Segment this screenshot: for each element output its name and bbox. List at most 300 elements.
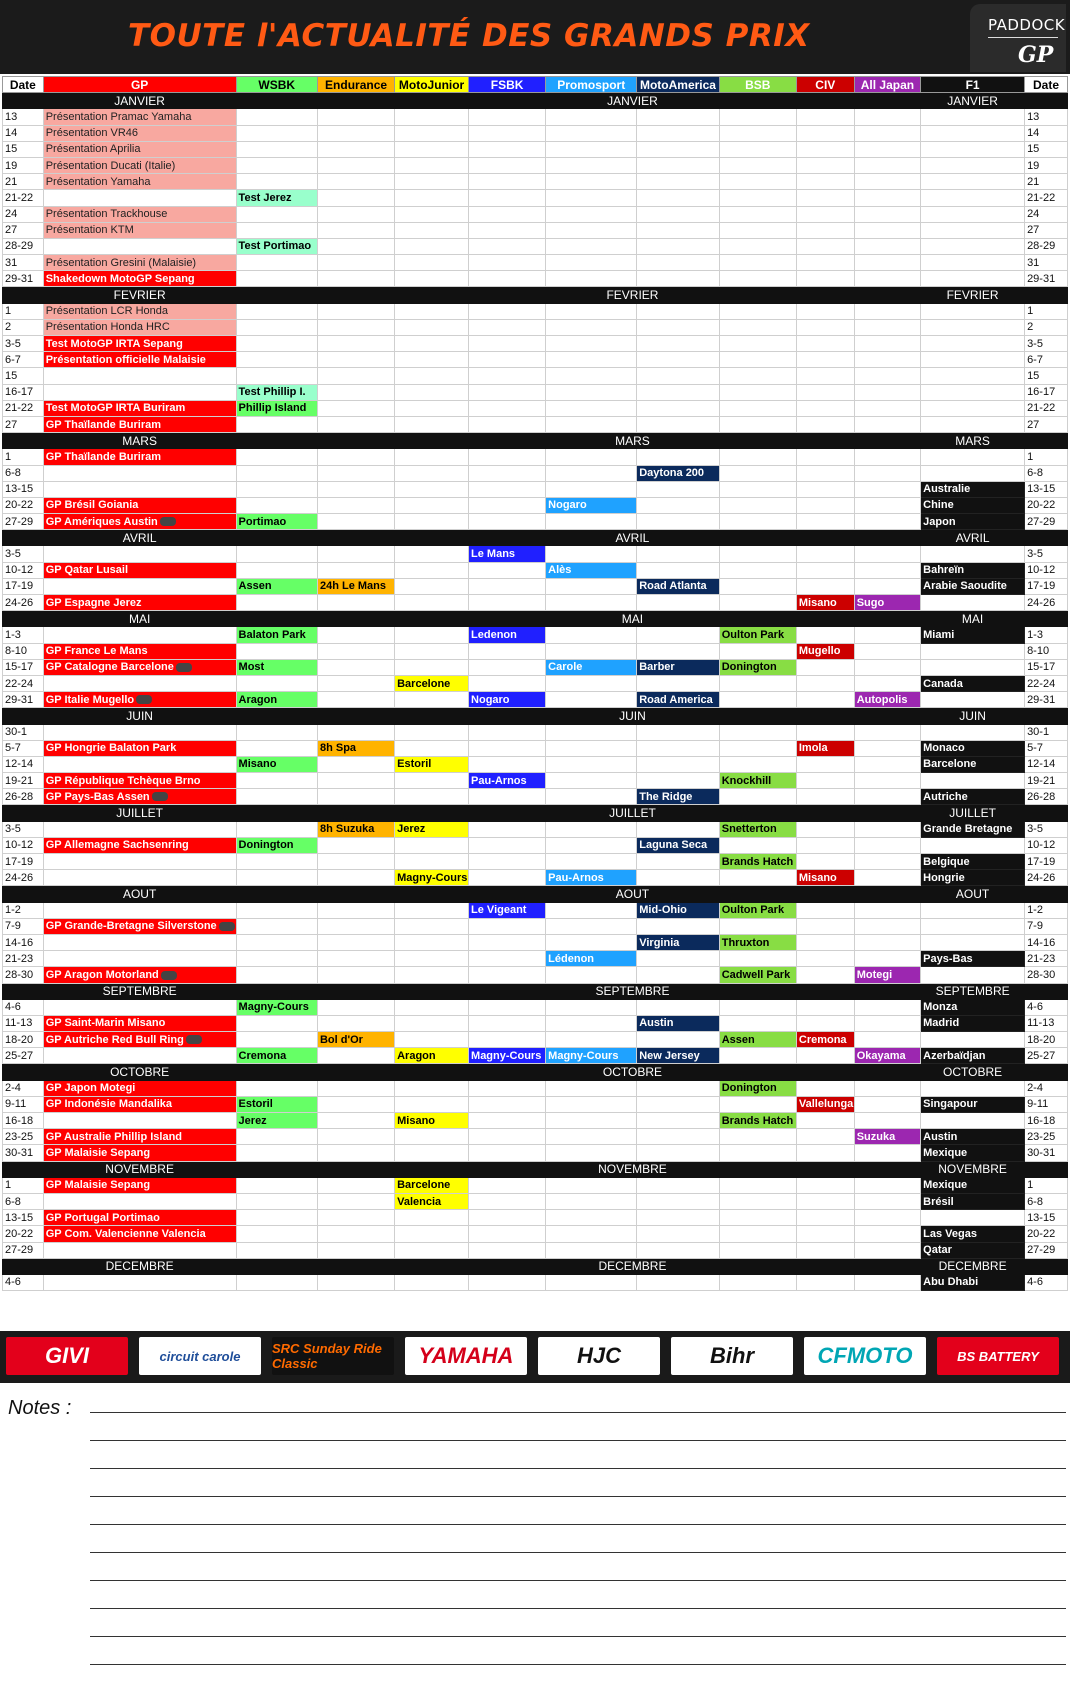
month-label: FEVRIER bbox=[546, 287, 720, 303]
promo-event-cell bbox=[546, 1274, 637, 1290]
fsbk-event-cell bbox=[469, 643, 546, 659]
month-spacer bbox=[236, 611, 546, 627]
aj-event-cell bbox=[854, 724, 920, 740]
f1-event-cell bbox=[921, 222, 1025, 238]
table-row bbox=[3, 416, 1068, 432]
ma-event-cell bbox=[637, 773, 720, 789]
date-cell: 2-4 bbox=[3, 1080, 44, 1096]
date-cell: 27 bbox=[3, 222, 44, 238]
month-spacer bbox=[1025, 805, 1068, 821]
month-spacer bbox=[719, 93, 920, 109]
month-label: JUIN bbox=[921, 708, 1025, 724]
mj-event-cell bbox=[395, 271, 469, 287]
end-event-cell bbox=[317, 918, 394, 934]
civ-event-cell bbox=[796, 497, 854, 513]
aj-event-cell bbox=[854, 1177, 920, 1193]
table-row bbox=[3, 481, 1068, 497]
gp-event-label: Test MotoGP IRTA Buriram bbox=[45, 402, 186, 415]
promo-event-cell bbox=[546, 627, 637, 643]
aj-event-cell bbox=[854, 497, 920, 513]
ma-event-cell bbox=[637, 319, 720, 335]
end-event-label: Bol d'Or bbox=[319, 1033, 363, 1046]
month-spacer bbox=[3, 708, 44, 724]
table-row bbox=[3, 271, 1068, 287]
end-event-cell bbox=[317, 319, 394, 335]
table-row bbox=[3, 174, 1068, 190]
gp-event-cell bbox=[43, 514, 236, 530]
ma-event-label: The Ridge bbox=[639, 790, 693, 803]
date-cell-right: 27-29 bbox=[1025, 514, 1068, 530]
promo-event-label: Pau-Arnos bbox=[548, 871, 604, 884]
wsbk-event-cell bbox=[236, 303, 317, 319]
ma-event-cell bbox=[637, 1113, 720, 1129]
bsb-event-cell bbox=[719, 271, 796, 287]
promo-event-label: Nogaro bbox=[548, 499, 587, 512]
table-row bbox=[3, 659, 1068, 675]
end-event-cell bbox=[317, 934, 394, 950]
wsbk-event-cell bbox=[236, 902, 317, 918]
date-cell: 6-8 bbox=[3, 1193, 44, 1209]
fsbk-event-cell bbox=[469, 692, 546, 708]
civ-event-cell bbox=[796, 1274, 854, 1290]
mj-event-cell bbox=[395, 336, 469, 352]
aj-event-label: Suzuka bbox=[856, 1130, 896, 1143]
month-label: JUILLET bbox=[546, 805, 720, 821]
bsb-event-cell bbox=[719, 1113, 796, 1129]
aj-event-cell bbox=[854, 481, 920, 497]
end-event-cell bbox=[317, 368, 394, 384]
month-spacer bbox=[1025, 886, 1068, 902]
fsbk-event-cell bbox=[469, 659, 546, 675]
ma-event-label: Daytona 200 bbox=[639, 467, 705, 480]
mj-event-cell bbox=[395, 951, 469, 967]
wsbk-event-cell bbox=[236, 238, 317, 254]
aj-event-cell bbox=[854, 1242, 920, 1258]
aj-event-cell bbox=[854, 595, 920, 611]
wsbk-event-cell bbox=[236, 918, 317, 934]
f1-event-cell bbox=[921, 659, 1025, 675]
f1-event-cell bbox=[921, 190, 1025, 206]
ma-event-cell bbox=[637, 740, 720, 756]
fsbk-event-cell bbox=[469, 1080, 546, 1096]
f1-event-cell: Miami bbox=[921, 627, 1025, 643]
promo-event-label: Magny-Cours bbox=[548, 1049, 619, 1062]
mj-event-cell bbox=[395, 1242, 469, 1258]
bsb-event-cell bbox=[719, 934, 796, 950]
fsbk-event-cell bbox=[469, 837, 546, 853]
aj-event-cell bbox=[854, 1113, 920, 1129]
ma-event-cell bbox=[637, 902, 720, 918]
ma-event-cell bbox=[637, 1048, 720, 1064]
date-cell: 17-19 bbox=[3, 854, 44, 870]
bsb-event-cell bbox=[719, 999, 796, 1015]
date-cell: 22-24 bbox=[3, 675, 44, 691]
date-cell-right: 15 bbox=[1025, 368, 1068, 384]
f1-event-cell bbox=[921, 1080, 1025, 1096]
table-row bbox=[3, 206, 1068, 222]
gp-event-cell bbox=[43, 1193, 236, 1209]
table-row bbox=[3, 157, 1068, 173]
promo-event-cell bbox=[546, 1129, 637, 1145]
wsbk-event-cell bbox=[236, 951, 317, 967]
aj-event-label: Motegi bbox=[856, 968, 893, 981]
end-event-cell bbox=[317, 1129, 394, 1145]
bsb-event-cell bbox=[719, 918, 796, 934]
date-cell-right: 12-14 bbox=[1025, 756, 1068, 772]
wsbk-event-cell bbox=[236, 1048, 317, 1064]
promo-event-cell bbox=[546, 514, 637, 530]
bsb-event-cell bbox=[719, 773, 796, 789]
bsb-event-cell bbox=[719, 870, 796, 886]
ma-event-cell bbox=[637, 1177, 720, 1193]
civ-event-cell bbox=[796, 627, 854, 643]
month-label: JUIN bbox=[546, 708, 720, 724]
fsbk-event-cell bbox=[469, 773, 546, 789]
date-cell-right: 15 bbox=[1025, 141, 1068, 157]
bsb-event-cell bbox=[719, 1048, 796, 1064]
month-label: AVRIL bbox=[921, 530, 1025, 546]
gp-event-cell bbox=[43, 870, 236, 886]
aj-event-cell bbox=[854, 1226, 920, 1242]
f1-event-cell: Arabie Saoudite bbox=[921, 578, 1025, 594]
table-row bbox=[3, 854, 1068, 870]
aj-event-cell bbox=[854, 336, 920, 352]
date-cell: 16-17 bbox=[3, 384, 44, 400]
month-spacer bbox=[1025, 708, 1068, 724]
aj-event-cell bbox=[854, 951, 920, 967]
promo-event-cell bbox=[546, 449, 637, 465]
bsb-event-cell bbox=[719, 659, 796, 675]
date-cell-right: 15-17 bbox=[1025, 659, 1068, 675]
date-cell: 3-5 bbox=[3, 336, 44, 352]
month-spacer bbox=[236, 1161, 546, 1177]
date-cell-right: 28-29 bbox=[1025, 238, 1068, 254]
gp-event-cell bbox=[43, 756, 236, 772]
promo-event-cell bbox=[546, 740, 637, 756]
date-cell-right: 28-30 bbox=[1025, 967, 1068, 983]
civ-event-cell bbox=[796, 1015, 854, 1031]
bsb-event-cell bbox=[719, 854, 796, 870]
civ-event-cell bbox=[796, 578, 854, 594]
aj-event-label: Okayama bbox=[856, 1049, 906, 1062]
table-row bbox=[3, 724, 1068, 740]
ma-event-cell bbox=[637, 384, 720, 400]
mj-event-cell bbox=[395, 918, 469, 934]
date-cell-right: 10-12 bbox=[1025, 837, 1068, 853]
aj-event-cell bbox=[854, 1048, 920, 1064]
promo-event-cell bbox=[546, 1193, 637, 1209]
month-label: OCTOBRE bbox=[546, 1064, 720, 1080]
aj-event-cell bbox=[854, 999, 920, 1015]
wsbk-event-cell bbox=[236, 789, 317, 805]
table-row bbox=[3, 546, 1068, 562]
column-header-date: Date bbox=[1025, 77, 1068, 93]
gp-event-cell bbox=[43, 692, 236, 708]
ma-event-label: Virginia bbox=[639, 936, 680, 949]
wsbk-event-cell bbox=[236, 821, 317, 837]
date-cell-right: 20-22 bbox=[1025, 1226, 1068, 1242]
fsbk-event-cell bbox=[469, 222, 546, 238]
wsbk-event-cell bbox=[236, 1274, 317, 1290]
table-row bbox=[3, 789, 1068, 805]
table-row bbox=[3, 1274, 1068, 1290]
civ-event-cell bbox=[796, 271, 854, 287]
aj-event-cell bbox=[854, 643, 920, 659]
mj-event-cell bbox=[395, 821, 469, 837]
month-label: SEPTEMBRE bbox=[546, 983, 720, 999]
date-cell-right: 29-31 bbox=[1025, 271, 1068, 287]
aj-event-cell bbox=[854, 837, 920, 853]
bsb-event-label: Knockhill bbox=[721, 774, 772, 787]
f1-event-cell bbox=[921, 157, 1025, 173]
fsbk-event-cell bbox=[469, 546, 546, 562]
end-event-cell bbox=[317, 400, 394, 416]
bsb-event-cell bbox=[719, 724, 796, 740]
date-cell: 27 bbox=[3, 416, 44, 432]
civ-event-cell bbox=[796, 190, 854, 206]
civ-event-cell bbox=[796, 174, 854, 190]
table-row bbox=[3, 1096, 1068, 1112]
ma-event-cell bbox=[637, 578, 720, 594]
mj-event-cell bbox=[395, 675, 469, 691]
month-spacer bbox=[1025, 983, 1068, 999]
month-spacer bbox=[1025, 1064, 1068, 1080]
civ-event-cell bbox=[796, 465, 854, 481]
civ-event-cell bbox=[796, 1177, 854, 1193]
wsbk-event-cell bbox=[236, 1113, 317, 1129]
date-cell: 4-6 bbox=[3, 1274, 44, 1290]
date-cell-right: 22-24 bbox=[1025, 675, 1068, 691]
wsbk-event-cell bbox=[236, 773, 317, 789]
ma-event-cell bbox=[637, 1096, 720, 1112]
bsb-event-cell bbox=[719, 222, 796, 238]
aj-event-cell bbox=[854, 319, 920, 335]
fsbk-event-label: Magny-Cours bbox=[471, 1049, 542, 1062]
aj-event-cell bbox=[854, 125, 920, 141]
wsbk-event-label: Portimao bbox=[238, 515, 287, 528]
date-cell-right: 16-18 bbox=[1025, 1113, 1068, 1129]
date-cell: 30-1 bbox=[3, 724, 44, 740]
table-row bbox=[3, 255, 1068, 271]
sponsor-logo-circuit-carole: circuit carole bbox=[139, 1337, 261, 1375]
aj-event-cell bbox=[854, 773, 920, 789]
f1-event-cell bbox=[921, 595, 1025, 611]
gp-event-label: GP Italie Mugello bbox=[45, 693, 135, 706]
aj-event-cell bbox=[854, 255, 920, 271]
month-label: MARS bbox=[546, 433, 720, 449]
ma-event-cell bbox=[637, 271, 720, 287]
gp-event-cell bbox=[43, 1032, 236, 1048]
ma-event-label: Barber bbox=[639, 661, 675, 674]
f1-event-cell bbox=[921, 692, 1025, 708]
bsb-event-cell bbox=[719, 141, 796, 157]
bsb-event-cell bbox=[719, 675, 796, 691]
month-spacer bbox=[719, 611, 920, 627]
fsbk-event-cell bbox=[469, 1113, 546, 1129]
gp-event-cell bbox=[43, 821, 236, 837]
aj-event-cell bbox=[854, 1193, 920, 1209]
end-event-cell bbox=[317, 465, 394, 481]
aj-event-cell bbox=[854, 206, 920, 222]
table-row bbox=[3, 1226, 1068, 1242]
promo-event-cell bbox=[546, 902, 637, 918]
end-event-cell bbox=[317, 206, 394, 222]
mj-event-cell bbox=[395, 595, 469, 611]
ma-event-cell bbox=[637, 1274, 720, 1290]
end-event-cell bbox=[317, 675, 394, 691]
gp-event-cell bbox=[43, 400, 236, 416]
wsbk-event-label: Estoril bbox=[238, 1098, 273, 1111]
civ-event-label: Cremona bbox=[798, 1033, 847, 1046]
gp-event-cell bbox=[43, 675, 236, 691]
month-spacer bbox=[236, 530, 546, 546]
month-spacer bbox=[719, 886, 920, 902]
mj-event-cell bbox=[395, 497, 469, 513]
end-event-cell bbox=[317, 352, 394, 368]
mj-event-cell bbox=[395, 416, 469, 432]
civ-event-cell bbox=[796, 902, 854, 918]
f1-event-cell bbox=[921, 400, 1025, 416]
gp-event-cell bbox=[43, 546, 236, 562]
month-spacer bbox=[719, 708, 920, 724]
fsbk-event-cell bbox=[469, 789, 546, 805]
month-label: DECEMBRE bbox=[921, 1258, 1025, 1274]
column-header-gp: GP bbox=[43, 77, 236, 93]
aj-event-cell bbox=[854, 627, 920, 643]
bsb-event-label: Snetterton bbox=[721, 823, 777, 836]
table-row bbox=[3, 578, 1068, 594]
fsbk-event-cell bbox=[469, 1226, 546, 1242]
month-spacer bbox=[3, 530, 44, 546]
gp-event-cell bbox=[43, 206, 236, 222]
gp-event-cell bbox=[43, 562, 236, 578]
civ-event-label: Vallelunga bbox=[798, 1098, 854, 1111]
date-cell: 1 bbox=[3, 303, 44, 319]
gp-event-cell bbox=[43, 416, 236, 432]
fsbk-event-cell bbox=[469, 109, 546, 125]
date-cell: 29-31 bbox=[3, 271, 44, 287]
ma-event-cell bbox=[637, 724, 720, 740]
date-cell-right: 1-2 bbox=[1025, 902, 1068, 918]
ma-event-cell bbox=[637, 109, 720, 125]
ma-event-cell bbox=[637, 1242, 720, 1258]
gp-event-label: Présentation officielle Malaisie bbox=[45, 353, 206, 366]
note-line bbox=[90, 1496, 1066, 1497]
civ-event-cell bbox=[796, 675, 854, 691]
civ-event-cell bbox=[796, 449, 854, 465]
date-cell: 26-28 bbox=[3, 789, 44, 805]
civ-event-cell bbox=[796, 303, 854, 319]
aj-event-cell bbox=[854, 1096, 920, 1112]
bsb-event-cell bbox=[719, 578, 796, 594]
bsb-event-cell bbox=[719, 902, 796, 918]
mj-event-cell bbox=[395, 125, 469, 141]
promo-event-cell bbox=[546, 238, 637, 254]
promo-event-cell bbox=[546, 934, 637, 950]
month-label: MARS bbox=[921, 433, 1025, 449]
month-row bbox=[3, 805, 1068, 821]
sponsor-logo-src-sunday-ride-classic: SRC Sunday Ride Classic bbox=[272, 1337, 394, 1375]
promo-event-cell bbox=[546, 951, 637, 967]
f1-event-cell bbox=[921, 255, 1025, 271]
partner-logo-icon bbox=[160, 517, 176, 526]
promo-event-cell bbox=[546, 384, 637, 400]
bsb-event-cell bbox=[719, 368, 796, 384]
mj-event-cell bbox=[395, 206, 469, 222]
promo-event-cell bbox=[546, 1113, 637, 1129]
bsb-event-cell bbox=[719, 562, 796, 578]
f1-event-cell bbox=[921, 465, 1025, 481]
aj-event-cell bbox=[854, 1210, 920, 1226]
gp-event-label: Shakedown MotoGP Sepang bbox=[45, 272, 195, 285]
mj-event-label: Barcelone bbox=[397, 677, 451, 690]
end-event-cell bbox=[317, 1193, 394, 1209]
bsb-event-cell bbox=[719, 1015, 796, 1031]
aj-event-cell bbox=[854, 659, 920, 675]
f1-event-cell: Australie bbox=[921, 481, 1025, 497]
aj-event-cell bbox=[854, 562, 920, 578]
gp-event-cell bbox=[43, 125, 236, 141]
mj-event-cell bbox=[395, 400, 469, 416]
bsb-event-label: Assen bbox=[721, 1033, 755, 1046]
promo-event-cell bbox=[546, 578, 637, 594]
fsbk-event-cell bbox=[469, 1193, 546, 1209]
mj-event-cell bbox=[395, 643, 469, 659]
gp-event-cell bbox=[43, 384, 236, 400]
date-cell-right: 8-10 bbox=[1025, 643, 1068, 659]
f1-event-cell: Las Vegas bbox=[921, 1226, 1025, 1242]
page-title: TOUTE l'ACTUALITÉ DES GRANDS PRIX bbox=[128, 18, 810, 54]
wsbk-event-cell bbox=[236, 368, 317, 384]
date-cell: 9-11 bbox=[3, 1096, 44, 1112]
table-row bbox=[3, 336, 1068, 352]
ma-event-cell bbox=[637, 1032, 720, 1048]
logo-bottom-text: GP bbox=[1018, 42, 1054, 68]
fsbk-event-cell bbox=[469, 1129, 546, 1145]
end-event-cell bbox=[317, 416, 394, 432]
civ-event-cell bbox=[796, 416, 854, 432]
wsbk-event-cell bbox=[236, 578, 317, 594]
month-label: JUIN bbox=[43, 708, 236, 724]
date-cell-right: 3-5 bbox=[1025, 546, 1068, 562]
mj-event-cell bbox=[395, 724, 469, 740]
gp-event-cell bbox=[43, 368, 236, 384]
month-spacer bbox=[3, 611, 44, 627]
table-row bbox=[3, 400, 1068, 416]
wsbk-event-cell bbox=[236, 837, 317, 853]
ma-event-cell bbox=[637, 821, 720, 837]
table-row bbox=[3, 319, 1068, 335]
end-event-cell bbox=[317, 643, 394, 659]
fsbk-event-label: Le Mans bbox=[471, 548, 516, 561]
bsb-event-cell bbox=[719, 1080, 796, 1096]
mj-event-label: Jerez bbox=[397, 823, 426, 836]
bsb-event-cell bbox=[719, 1274, 796, 1290]
gp-event-cell bbox=[43, 1129, 236, 1145]
end-event-cell bbox=[317, 384, 394, 400]
month-spacer bbox=[236, 805, 546, 821]
fsbk-event-cell bbox=[469, 190, 546, 206]
wsbk-event-cell bbox=[236, 416, 317, 432]
bsb-event-cell bbox=[719, 951, 796, 967]
wsbk-event-cell bbox=[236, 222, 317, 238]
wsbk-event-cell bbox=[236, 546, 317, 562]
gp-event-label: GP Thaïlande Buriram bbox=[45, 418, 162, 431]
aj-event-cell bbox=[854, 157, 920, 173]
gp-event-label: Présentation Ducati (Italie) bbox=[45, 159, 176, 172]
date-cell-right: 3-5 bbox=[1025, 336, 1068, 352]
wsbk-event-cell bbox=[236, 595, 317, 611]
